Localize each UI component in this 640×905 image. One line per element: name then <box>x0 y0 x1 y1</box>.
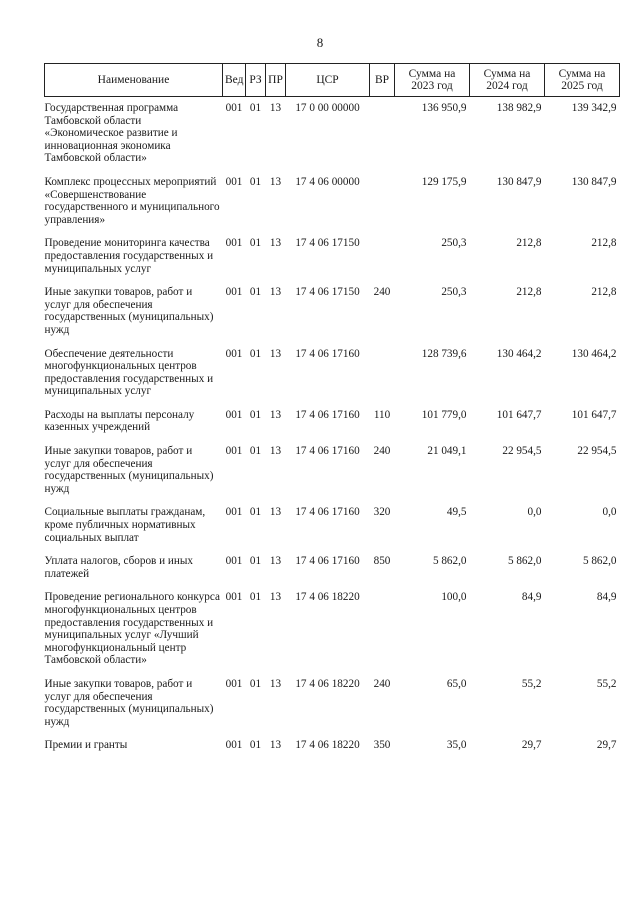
cell-sum-2024: 5 862,0 <box>507 555 542 568</box>
cell-name: Иные закупки товаров, работ и услуг для обеспечения государственных (муниципальных) нужд <box>44 286 214 336</box>
cell-sum-2023: 136 950,9 <box>421 102 467 114</box>
cell-ved: 001 <box>225 286 243 299</box>
cell-sum-2023: 129 175,9 <box>421 175 467 188</box>
cell-csr: 17 4 06 18220 <box>295 591 360 604</box>
cell-name: Премии и гранты <box>44 739 128 752</box>
table-row <box>45 442 620 503</box>
cell-vr: 240 <box>373 286 391 299</box>
cell-name: Расходы на выплаты персоналу казенных учреждений <box>44 408 195 434</box>
cell-csr: 17 4 06 17150 <box>295 286 360 299</box>
table-row <box>45 736 620 760</box>
cell-rz: 01 <box>249 408 262 421</box>
cell-vr <box>370 345 395 406</box>
cell-pr: 13 <box>269 591 282 604</box>
cell-ved: 001 <box>225 739 243 752</box>
cell-csr: 17 4 06 17160 <box>295 408 360 421</box>
cell-sum-2025: 5 862,0 <box>582 555 617 568</box>
table-row <box>45 173 620 234</box>
cell-name: Иные закупки товаров, работ и услуг для обеспечения государственных (муниципальных) нужд <box>44 445 214 495</box>
cell-csr: 17 4 06 17160 <box>295 555 360 568</box>
cell-csr: 17 4 06 17160 <box>295 445 360 458</box>
cell-rz: 01 <box>249 591 262 604</box>
cell-pr: 13 <box>269 286 282 299</box>
header-sum-2023: Сумма на 2023 год <box>395 64 470 97</box>
cell-sum-2025: 29,7 <box>596 739 617 752</box>
cell-vr <box>370 588 395 675</box>
cell-ved: 001 <box>225 237 243 250</box>
cell-ved: 001 <box>225 591 243 604</box>
cell-pr: 13 <box>269 102 282 114</box>
header-ved: Вед <box>223 64 246 97</box>
cell-pr: 13 <box>269 739 282 752</box>
header-vr: ВР <box>370 64 395 97</box>
cell-pr: 13 <box>269 506 282 519</box>
cell-sum-2024: 138 982,9 <box>496 102 542 114</box>
table-row <box>45 503 620 552</box>
cell-name: Обеспечение деятельности многофункциональных центров предоставления государственных и муниципальных услуг <box>44 347 214 398</box>
cell-sum-2025: 55,2 <box>596 677 617 690</box>
cell-name: Проведение мониторинга качества предоставления государственных и муниципальных услуг <box>44 237 214 275</box>
cell-sum-2025: 212,8 <box>591 237 617 250</box>
cell-name: Проведение регионального конкурса многофункциональных центров предоставления государственных и муниципальных услуг «Лучший многофункциональный центр Тамбовской области» <box>44 591 220 667</box>
cell-name: Социальные выплаты гражданам, кроме публичных нормативных социальных выплат <box>44 506 206 544</box>
cell-name: Уплата налогов, сборов и иных платежей <box>44 555 194 580</box>
cell-vr: 110 <box>373 408 391 421</box>
table-row <box>45 552 620 588</box>
cell-rz: 01 <box>249 677 262 690</box>
cell-pr: 13 <box>269 555 282 568</box>
table-body <box>45 97 620 760</box>
header-pr: ПР <box>266 64 286 97</box>
table-row <box>45 588 620 675</box>
cell-name: Комплекс процессных мероприятий «Совершенствование государственного и муниципального управления» <box>44 175 220 226</box>
cell-sum-2023: 49,5 <box>446 506 467 519</box>
table-row <box>45 97 620 173</box>
cell-sum-2024: 29,7 <box>521 739 542 752</box>
cell-ved: 001 <box>225 506 243 519</box>
cell-csr: 17 4 06 17150 <box>295 237 360 250</box>
cell-vr: 240 <box>373 445 391 458</box>
cell-sum-2025: 84,9 <box>596 591 617 604</box>
cell-sum-2023: 250,3 <box>441 237 467 250</box>
budget-table <box>44 63 620 760</box>
cell-ved: 001 <box>225 347 243 360</box>
table-row <box>45 675 620 736</box>
cell-sum-2024: 22 954,5 <box>502 445 542 458</box>
cell-rz: 01 <box>249 445 262 458</box>
cell-pr: 13 <box>269 237 282 250</box>
cell-vr: 320 <box>373 506 391 519</box>
cell-sum-2023: 21 049,1 <box>427 445 467 458</box>
cell-sum-2023: 35,0 <box>446 739 467 752</box>
header-name: Наименование <box>45 64 223 97</box>
cell-pr: 13 <box>269 408 282 421</box>
cell-ved: 001 <box>225 102 243 114</box>
cell-sum-2025: 130 847,9 <box>571 175 617 188</box>
cell-csr: 17 4 06 18220 <box>295 739 360 752</box>
cell-ved: 001 <box>225 677 243 690</box>
cell-pr: 13 <box>269 445 282 458</box>
cell-ved: 001 <box>225 445 243 458</box>
cell-rz: 01 <box>249 555 262 568</box>
cell-csr: 17 4 06 00000 <box>295 175 360 188</box>
cell-csr: 17 0 00 00000 <box>295 102 360 114</box>
cell-vr: 850 <box>373 555 391 568</box>
cell-pr: 13 <box>269 677 282 690</box>
cell-name: Государственная программа Тамбовской области «Экономическое развитие и инновационная экономика Тамбовской области» <box>44 102 179 165</box>
cell-vr: 240 <box>373 677 391 690</box>
table-row <box>45 283 620 344</box>
cell-name: Иные закупки товаров, работ и услуг для обеспечения государственных (муниципальных) нужд <box>44 677 214 728</box>
cell-csr: 17 4 06 17160 <box>295 347 360 360</box>
cell-sum-2025: 212,8 <box>591 286 617 299</box>
cell-sum-2025: 101 647,7 <box>571 408 617 421</box>
cell-sum-2023: 5 862,0 <box>432 555 467 568</box>
cell-sum-2024: 55,2 <box>521 677 542 690</box>
cell-sum-2024: 212,8 <box>516 237 542 250</box>
cell-rz: 01 <box>249 347 262 360</box>
cell-pr: 13 <box>269 175 282 188</box>
cell-sum-2024: 0,0 <box>527 506 542 519</box>
header-rz: РЗ <box>246 64 266 97</box>
cell-ved: 001 <box>225 408 243 421</box>
cell-sum-2023: 65,0 <box>446 677 467 690</box>
header-sum-2024: Сумма на 2024 год <box>470 64 545 97</box>
cell-vr <box>370 97 395 173</box>
cell-rz: 01 <box>249 102 262 114</box>
cell-sum-2025: 139 342,9 <box>571 102 617 114</box>
cell-sum-2023: 128 739,6 <box>421 347 467 360</box>
cell-vr <box>370 234 395 283</box>
cell-sum-2024: 101 647,7 <box>496 408 542 421</box>
cell-rz: 01 <box>249 739 262 752</box>
cell-sum-2024: 212,8 <box>516 286 542 299</box>
cell-ved: 001 <box>225 175 243 188</box>
cell-csr: 17 4 06 17160 <box>295 506 360 519</box>
cell-sum-2024: 130 464,2 <box>496 347 542 360</box>
table-row <box>45 406 620 442</box>
page-number: 8 <box>316 35 324 50</box>
cell-sum-2025: 0,0 <box>602 506 617 519</box>
cell-sum-2024: 84,9 <box>521 591 542 604</box>
cell-sum-2023: 101 779,0 <box>421 408 467 421</box>
header-csr: ЦСР <box>286 64 370 97</box>
cell-rz: 01 <box>249 237 262 250</box>
cell-vr: 350 <box>373 739 391 752</box>
cell-sum-2025: 22 954,5 <box>577 445 617 458</box>
table-row <box>45 234 620 283</box>
cell-csr: 17 4 06 18220 <box>295 677 360 690</box>
cell-rz: 01 <box>249 286 262 299</box>
table-row <box>45 345 620 406</box>
cell-ved: 001 <box>225 555 243 568</box>
cell-sum-2025: 130 464,2 <box>571 347 617 360</box>
cell-sum-2023: 100,0 <box>441 591 467 604</box>
cell-rz: 01 <box>249 175 262 188</box>
header-sum-2025: Сумма на 2025 год <box>545 64 620 97</box>
cell-rz: 01 <box>249 506 262 519</box>
table-header-row <box>45 64 620 97</box>
cell-sum-2024: 130 847,9 <box>496 175 542 188</box>
cell-sum-2023: 250,3 <box>441 286 467 299</box>
cell-vr <box>370 173 395 234</box>
cell-pr: 13 <box>269 347 282 360</box>
